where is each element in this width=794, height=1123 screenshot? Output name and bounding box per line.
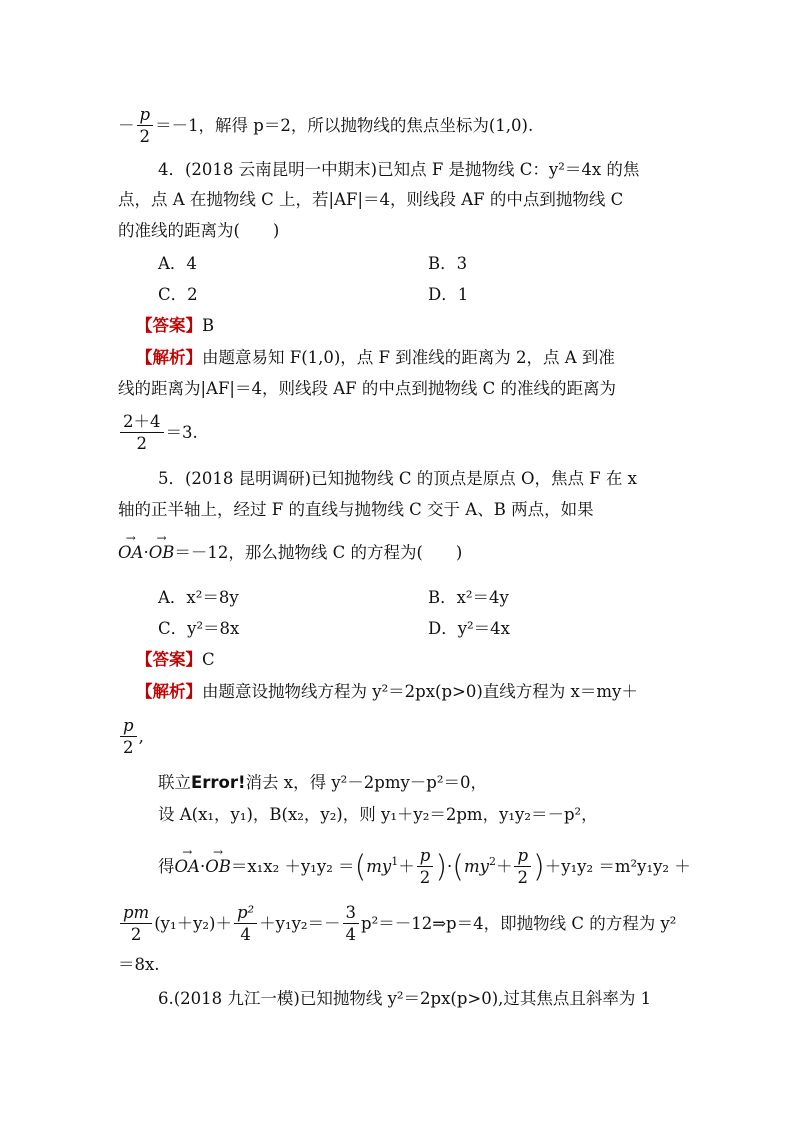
text-line: － $\frac{p}{2}$ ＝－1，解得 p＝2，所以抛物线的焦点坐标为(1,0). xyxy=(118,105,534,146)
question-6-stem: 6.(2018 九江一模)已知抛物线 y²＝2px(p>0),过其焦点且斜率为 1 xyxy=(158,989,652,1008)
option-d: D．1 xyxy=(428,285,469,304)
text-line: 轴的正半轴上，经过 F 的直线与抛物线 C 交于 A、B 两点，如果 xyxy=(118,500,594,519)
analysis-line: 【解析】由题意易知 F(1,0)，点 F 到准线的距离为 2，点 A 到准 xyxy=(136,348,615,367)
fraction: $\frac{p}{2}$ xyxy=(137,105,154,148)
text-line: $\frac{2+4}{2}$ ＝3. xyxy=(118,412,678,455)
answer-line: 【答案】C xyxy=(136,650,215,669)
vector-oa: → OA xyxy=(175,856,200,878)
text-line: 联立Error!消去 x，得 y²－2pmy－p²＝0， xyxy=(158,773,487,792)
text-line: → OA·→ OB＝－12，那么抛物线 C 的方程为( ) xyxy=(118,542,678,564)
vector-ob: → OB xyxy=(205,856,231,878)
text-line: 线的距离为|AF|＝4，则线段 AF 的中点到抛物线 C 的准线的距离为 xyxy=(118,379,616,398)
question-5-stem: 5．(2018 昆明调研)已知抛物线 C 的顶点是原点 O，焦点 F 在 x xyxy=(158,469,637,488)
text-line: 的准线的距离为( ) xyxy=(118,221,280,240)
analysis-tag: 【解析】 xyxy=(136,682,202,701)
error-text: Error! xyxy=(191,773,246,792)
fraction: $\frac{pm}{2}$ xyxy=(120,903,152,946)
answer-tag: 【答案】 xyxy=(136,316,202,335)
vector-oa: → OA xyxy=(118,542,143,564)
fraction: $\frac{2+4}{2}$ xyxy=(120,412,164,455)
text-line: 点，点 A 在抛物线 C 上，若|AF|＝4，则线段 AF 的中点到抛物线 C xyxy=(118,190,624,209)
analysis-tag: 【解析】 xyxy=(136,348,202,367)
answer-line: 【答案】B xyxy=(136,316,215,335)
vector-ob: → OB xyxy=(149,542,175,564)
option-a: A．4 xyxy=(158,254,197,273)
text-line: 得→ $OA\cdot\to OB=x_1x_2 +y_1y_2 =(my^1+$ $\frac{p}{2}$ )$\cdot(my^2+$ $\frac{p}{2}$ )＋y₁y₂ ＝m²y₁y₂ ＋ xyxy=(158,846,678,889)
option-d: D．y²＝4x xyxy=(428,619,510,638)
text-line: $\frac{p}{2}$ , xyxy=(118,716,678,759)
option-b: B．3 xyxy=(428,254,468,273)
analysis-line: 【解析】由题意设抛物线方程为 y²＝2px(p>0)直线方程为 x＝my＋ xyxy=(136,682,638,701)
option-c: C．y²＝8x xyxy=(158,619,240,638)
fraction: $\frac{3}{4}$ xyxy=(343,903,360,946)
option-b: B．x²＝4y xyxy=(428,588,509,607)
text-line: $\frac{pm}{2}$ (y₁＋y₂)＋ $\frac{\text{p²}}{4}$ ＋y₁y₂＝－ $\frac{3}{4}$ p²＝－12⇒p＝4，即抛物线 C 的方程为 y² xyxy=(118,903,678,946)
fraction: $\frac{\text{p²}}{4}$ xyxy=(234,903,257,946)
answer-tag: 【答案】 xyxy=(136,650,202,669)
fraction: $\frac{p}{2}$ xyxy=(120,716,137,759)
question-4-stem: 4．(2018 云南昆明一中期末)已知点 F 是抛物线 C：y²＝4x 的焦 xyxy=(158,160,640,179)
option-c: C．2 xyxy=(158,285,198,304)
text-line: ＝8x. xyxy=(118,955,160,974)
option-a: A．x²＝8y xyxy=(158,588,239,607)
text-line: 设 A(x₁，y₁)，B(x₂，y₂)，则 y₁＋y₂＝2pm，y₁y₂＝－p²， xyxy=(158,805,598,824)
